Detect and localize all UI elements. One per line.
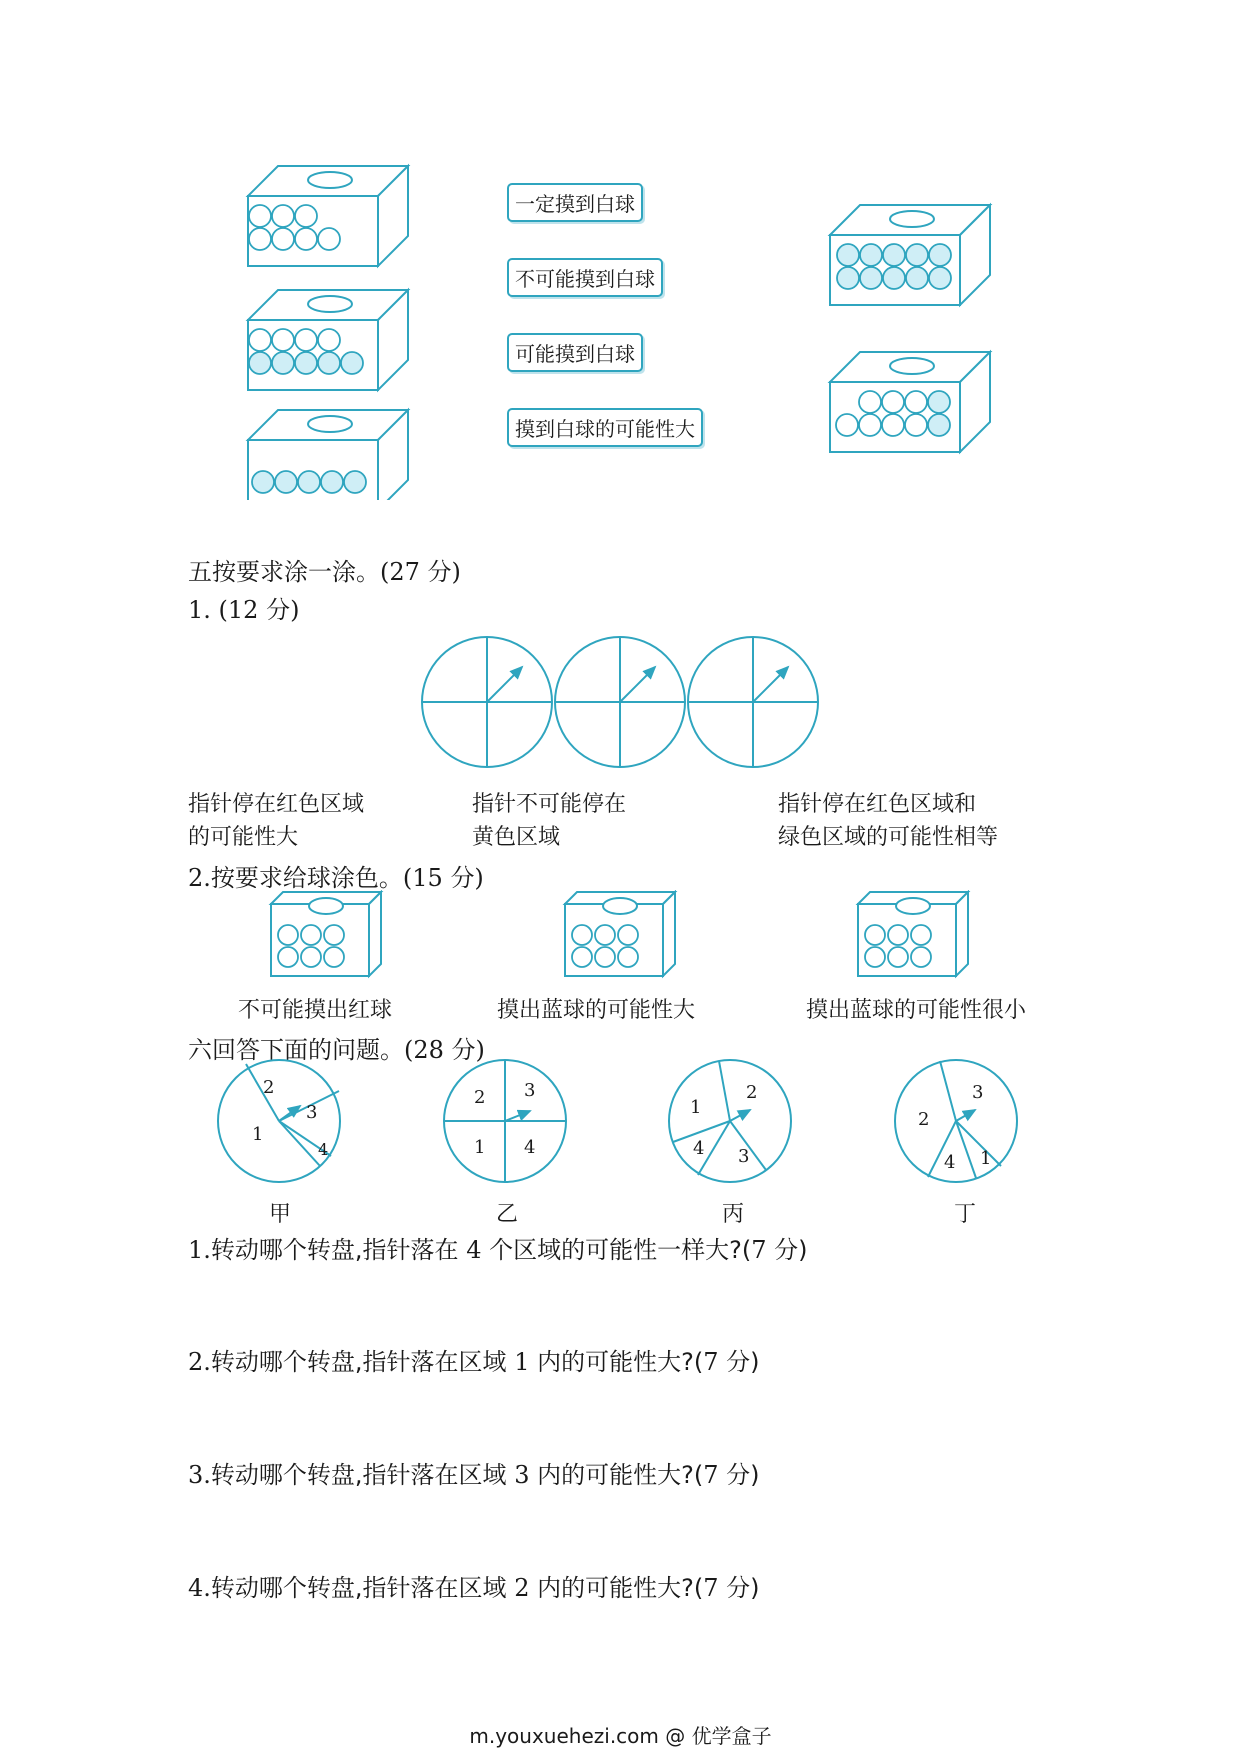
- spinner-1: [422, 637, 552, 767]
- jia-region-3: 3: [306, 1102, 318, 1123]
- question-4: 4.转动哪个转盘,指针落在区域 2 内的可能性大?(7 分): [188, 1574, 760, 1602]
- coloring-spinners[interactable]: [400, 630, 840, 780]
- spinner-yi: [444, 1060, 566, 1182]
- yi-region-2: 2: [474, 1087, 486, 1108]
- bing-region-4: 4: [693, 1138, 705, 1159]
- q1-score: (12 分): [218, 596, 300, 624]
- jia-region-4: 4: [318, 1140, 329, 1159]
- ball-box-a: [248, 166, 408, 266]
- color-box-3: [858, 892, 968, 976]
- section6-title: 六回答下面的问题。(28 分): [188, 1036, 485, 1064]
- yi-region-3: 3: [524, 1080, 536, 1101]
- spinner-name-jia: 甲: [269, 1202, 292, 1227]
- section5-q1-heading: [188, 590, 299, 625]
- spinner-bing: [669, 1060, 791, 1182]
- match-label-likely[interactable]: 摸到白球的可能性大: [507, 408, 703, 447]
- q1-number: 1.: [188, 596, 211, 624]
- bing-region-2: 2: [746, 1082, 758, 1103]
- yi-region-1: 1: [474, 1137, 486, 1158]
- section5-title-score: (27 分): [380, 558, 461, 586]
- color-box-2: [565, 892, 675, 976]
- box-caption-3: 摸出蓝球的可能性很小: [806, 998, 1027, 1023]
- spinner-ding: [895, 1060, 1017, 1182]
- yi-region-4: 4: [524, 1137, 536, 1158]
- ball-box-e: [830, 352, 990, 452]
- question-1: 1.转动哪个转盘,指针落在 4 个区域的可能性一样大?(7 分): [188, 1236, 808, 1264]
- ball-box-b: [248, 290, 408, 390]
- ding-region-3: 3: [972, 1082, 984, 1103]
- question-2: 2.转动哪个转盘,指针落在区域 1 内的可能性大?(7 分): [188, 1348, 760, 1376]
- section5-title: [188, 552, 461, 587]
- spinner-name-ding: 丁: [954, 1202, 977, 1227]
- color-box-1: [271, 892, 381, 976]
- section5-title-text: 五按要求涂一涂。: [188, 558, 380, 586]
- bing-region-3: 3: [738, 1146, 750, 1167]
- spinner-caption-3: 指针停在红色区域和 绿色区域的可能性相等: [778, 792, 999, 850]
- section5-q2-heading: 2.按要求给球涂色。(15 分): [188, 864, 484, 892]
- jia-region-1: 1: [252, 1124, 264, 1145]
- question-3: 3.转动哪个转盘,指针落在区域 3 内的可能性大?(7 分): [188, 1461, 760, 1489]
- box-caption-1: 不可能摸出红球: [238, 998, 393, 1023]
- match-label-possible[interactable]: 可能摸到白球: [507, 333, 643, 372]
- box-caption-2: 摸出蓝球的可能性大: [497, 998, 696, 1023]
- footer-watermark: m.youxuehezi.com @ 优学盒子: [469, 1724, 772, 1748]
- match-label-certain[interactable]: 一定摸到白球: [507, 183, 643, 222]
- spinner-3: [688, 637, 818, 767]
- ball-box-d: [830, 205, 990, 305]
- answer-spinners: [0, 1058, 1241, 1208]
- match-label-impossible[interactable]: 不可能摸到白球: [507, 258, 663, 297]
- ball-box-c: [248, 410, 408, 500]
- ding-region-4: 4: [944, 1152, 956, 1173]
- ding-region-2: 2: [918, 1109, 930, 1130]
- coloring-boxes[interactable]: [0, 890, 1241, 990]
- spinner-caption-1: 指针停在红色区域 的可能性大: [188, 792, 365, 850]
- spinner-jia: [218, 1060, 340, 1182]
- spinner-2: [555, 637, 685, 767]
- spinner-name-bing: 丙: [722, 1202, 745, 1227]
- ding-region-1: 1: [980, 1148, 992, 1169]
- spinner-name-yi: 乙: [496, 1202, 519, 1227]
- spinner-caption-2: 指针不可能停在 黄色区域: [472, 792, 627, 850]
- jia-region-2: 2: [263, 1077, 275, 1098]
- bing-region-1: 1: [690, 1097, 702, 1118]
